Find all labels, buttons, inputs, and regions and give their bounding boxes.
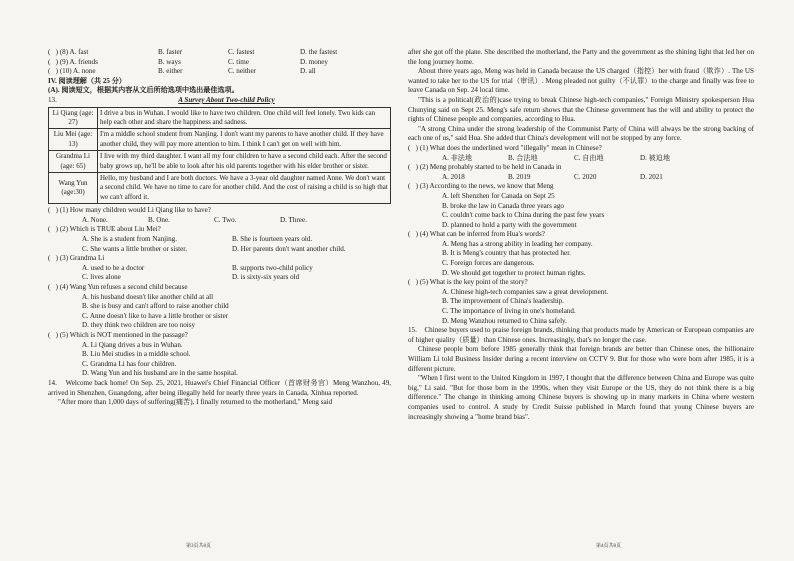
answer-option[interactable]: C. Anne doesn't like to have a little brother or sister <box>82 311 229 320</box>
answer-option[interactable]: D. 被迫地 <box>640 153 670 162</box>
options-row <box>48 216 391 226</box>
answer-option[interactable]: D. they think two children are too noisy <box>82 321 196 330</box>
mc-option-a: ( ) (9) A. friends <box>48 57 98 66</box>
q15-intro <box>408 326 754 345</box>
answer-option[interactable]: B. It is Meng's country that has protected her. <box>442 249 571 258</box>
survey-statement: I live with my third daughter. I want all my four children to have a second child each. After the second baby grows up, he'll be able to look after his old parents together with his elder brother or sister. <box>98 151 391 173</box>
question-stem: ( ) (1) How many children would Li Qiang like to have? <box>48 206 211 215</box>
left-page-footer: 第3页共8页 <box>186 544 212 549</box>
answer-option[interactable]: A. Chinese high-tech companies saw a great development. <box>442 287 609 296</box>
answer-option[interactable]: A. 2018 <box>442 172 465 181</box>
options-row <box>48 273 391 283</box>
answer-option[interactable]: A. his husband doesn't like another child at all <box>82 292 214 301</box>
question-stem: ( ) (3) According to the news, we know that Meng <box>408 182 554 191</box>
answer-option[interactable]: D. 2021 <box>640 172 663 181</box>
mc-option-b: B. ways <box>158 57 181 66</box>
right-column <box>408 48 754 422</box>
q15-paragraph-3: "When I first went to the United Kingdom in 1997, I thought that the difference between China and Europe was quite big," Li said. "But for those born in the 1990s, when they visit Europe or the US, they do not think there is a big difference." The change in thinking among Chinese buyers is showing up in many markets in China where western companies used to control. A study by Credit Suisse published in March found that young Chinese buyers are increasingly showing a "home brand bias". <box>408 374 754 421</box>
mc-row <box>48 48 391 58</box>
mc-row <box>48 67 391 77</box>
q13-title: A Survey About Two-child Policy <box>178 95 275 104</box>
question-stem: ( ) (4) What can be inferred from Hua's words? <box>408 230 545 239</box>
survey-row <box>49 107 391 129</box>
answer-option[interactable]: B. 2019 <box>508 172 531 181</box>
mc-option-a: ( ) (8) A. fast <box>48 48 89 56</box>
question-stem: ( ) (2) Which is TRUE about Liu Mei? <box>48 225 161 234</box>
answer-option[interactable]: A. Meng has a strong ability in leading her company. <box>442 239 593 248</box>
q15-paragraph-1: Chinese buyers used to praise foreign brands, thinking that products made by American or European companies are of higher quality（质量）than Chinese ones. Increasingly, that's no longer the case. <box>408 326 754 344</box>
mc-option-c: C. neither <box>228 67 256 76</box>
options-row <box>408 173 754 183</box>
options-row <box>408 154 754 164</box>
passage-paragraph: About three years ago, Meng was held in Canada because the US charged（指控）her with fraud（欺诈）. The US wanted to take her to the US for trial（审讯）. Meng pleaded not guilty（不认罪）to the charge and finally was free to leave Canada on Sep. 24 local time. <box>408 67 754 95</box>
answer-option[interactable]: C. Two. <box>214 215 237 224</box>
q14-number: 14. <box>48 378 57 387</box>
survey-statement: I'm a middle school student from Nanjing. I don't want my parents to have another child. If they have another child, they will pay more attention to him. I think I can't get on well with him. <box>98 129 391 151</box>
passage-paragraph: "A strong China under the strong leadership of the Communist Party of China will always be the strong backing of each one of us," said Hua. She added that China's development will not be stopped by any force. <box>408 124 754 143</box>
answer-option[interactable]: B. supports two-child policy <box>232 263 313 272</box>
q13-questions <box>48 206 391 379</box>
survey-person: Liu Mei (age: 13) <box>49 129 98 151</box>
mc-option-b: B. either <box>158 67 183 76</box>
mc-option-d: D. all <box>300 67 316 76</box>
answer-option[interactable]: C. Foreign forces are dangerous. <box>442 259 535 268</box>
question-stem: ( ) (5) What is the key point of the story? <box>408 278 528 287</box>
survey-person: Grandma Li (age: 65) <box>49 151 98 173</box>
options-row <box>48 245 391 255</box>
q14-paragraph-2: "After more than 1,000 days of suffering(痛苦), I finally returned to the motherland," Meng said <box>58 398 333 407</box>
survey-statement: I drive a bus in Wuhan. I would like to have two children. One child will feel lonely. Two kids can help each other and share the happiness and sadness. <box>98 107 391 129</box>
answer-option[interactable]: B. Liu Mei studies in a middle school. <box>82 350 191 359</box>
options-row <box>48 264 391 274</box>
answer-option[interactable]: C. The importance of living in one's homeland. <box>442 307 576 316</box>
q13-title-line <box>48 96 391 106</box>
section-title: IV. 阅读理解（共 25 分） <box>48 76 126 85</box>
q15-number: 15. <box>408 326 417 335</box>
survey-person: Wang Yun (age:30) <box>49 173 98 204</box>
mc-option-c: C. time <box>228 57 249 66</box>
mc-option-a: ( ) (10) A. none <box>48 67 96 76</box>
answer-option[interactable]: D. planned to hold a party with the government <box>442 220 577 229</box>
answer-option[interactable]: D. We should get together to protect human rights. <box>442 268 586 277</box>
answer-option[interactable]: A. 非法地 <box>442 153 472 162</box>
q15-paragraph-2: Chinese people born before 1985 generally think that foreign brands are better than Chinese ones, the billionaire William Li told Business Insider during a recent interview on CCTV 9. But for those who were born after 1985, it is a different picture. <box>408 345 754 373</box>
answer-option[interactable]: D. is sixty-six years old <box>232 273 300 282</box>
answer-option[interactable]: C. 自由地 <box>574 153 604 162</box>
answer-option[interactable]: B. broke the law in Canada three years ago <box>442 201 564 210</box>
answer-option[interactable]: C. She wants a little brother or sister. <box>82 244 188 253</box>
mc-option-b: B. faster <box>158 48 183 56</box>
answer-option[interactable]: C. Grandma Li has four children. <box>82 359 177 368</box>
answer-option[interactable]: B. she is busy and can't afford to raise another child <box>82 302 229 311</box>
answer-option[interactable]: C. lives alone <box>82 273 121 282</box>
answer-option[interactable]: D. Wang Yun and his husband are in the same hospital. <box>82 369 238 378</box>
answer-option[interactable]: D. Her parents don't want another child. <box>232 244 346 253</box>
right-page-footer: 第4页共8页 <box>596 544 622 549</box>
answer-option[interactable]: B. One. <box>148 215 170 224</box>
survey-statement: Hello, my husband and I are both doctors. We have a 3-year old daughter named Anne. We don't want a second child. We have no time to care for another child. And the cost of raising a child is so high that we can't afford it. <box>98 173 391 204</box>
answer-option[interactable]: B. The improvement of China's leadership. <box>442 297 564 306</box>
q14-passage <box>408 48 754 144</box>
section-a-instruction: (A). 阅读短文，根据其内容从文后所给选项中选出最佳选项。 <box>48 86 239 95</box>
answer-option[interactable]: B. She is fourteen years old. <box>232 235 313 243</box>
options-row <box>48 235 391 245</box>
question-stem: ( ) (1) What does the underlined word "illegally" mean in Chinese? <box>408 143 602 152</box>
mc-row <box>48 58 391 68</box>
q14-paragraph-1: Welcome back home! On Sep. 25, 2021, Huawei's Chief Financial Officer（首席财务官）Meng Wanzhou, 49, arrived in Shenzhen, Guangdong, after being illegally held for nearly three years in Canada, Xinhua reported. <box>48 378 392 397</box>
survey-table <box>48 107 391 205</box>
passage-paragraph: after she got off the plane. She described the motherland, the Party and the government as the shining light that led her on the long journey home. <box>408 48 754 66</box>
survey-person: Li Qiang (age: 27) <box>49 107 98 129</box>
mc-option-d: D. money <box>300 57 328 66</box>
answer-option[interactable]: D. Three. <box>280 215 307 224</box>
question-stem: ( ) (5) Which is NOT mentioned in the passage? <box>48 330 188 339</box>
question-stem: ( ) (3) Grandma Li <box>48 254 105 263</box>
question-stem: ( ) (2) Meng probably started to be held in Canada in <box>408 163 562 172</box>
survey-row <box>49 129 391 151</box>
survey-row <box>49 151 391 173</box>
answer-option[interactable]: C. couldn't come back to China during the past few years <box>442 211 605 220</box>
answer-option[interactable]: A. left Shenzhen for Canada on Sept 25 <box>442 191 555 200</box>
answer-option[interactable]: C. 2020 <box>574 172 597 181</box>
answer-option[interactable]: B. 合法地 <box>508 153 538 162</box>
passage-paragraph: "This is a political(政治的)case trying to break Chinese high-tech companies," Foreign Ministry spokesperson Hua Chunying said on Sept 25. Meng's safe return shows that the Chinese government has the will and ability to protect the rights of Chinese people and companies, according to Hua. <box>408 95 754 124</box>
question-stem: ( ) (4) Wang Yun refuses a second child because <box>48 282 188 291</box>
q14-questions <box>408 144 754 326</box>
q13-number: 13. <box>48 95 57 104</box>
q14-intro <box>48 379 391 398</box>
answer-option[interactable]: A. She is a student from Nanjing. <box>82 235 177 243</box>
answer-option[interactable]: D. Meng Wanzhou returned to China safely. <box>442 316 567 325</box>
survey-row <box>49 173 391 204</box>
mc-rows <box>48 48 391 77</box>
answer-option[interactable]: A. used to be a doctor <box>82 263 145 272</box>
answer-option[interactable]: A. Li Qiang drives a bus in Wuhan. <box>82 340 183 349</box>
answer-option[interactable]: A. None. <box>82 215 108 224</box>
mc-option-c: C. fastest <box>228 48 255 56</box>
mc-option-d: D. the fastest <box>300 48 338 56</box>
left-column <box>48 48 391 408</box>
